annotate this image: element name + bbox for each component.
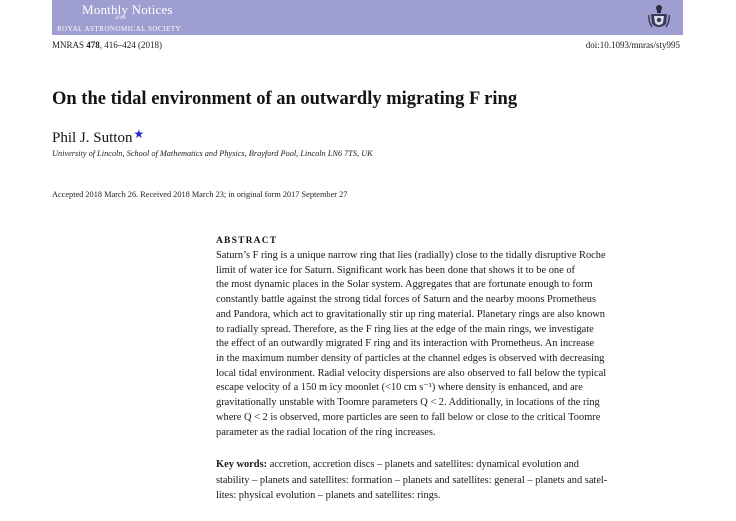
abstract-line: Saturn’s F ring is a unique narrow ring that lies (radially) close to the tidally disruptive Roche (216, 250, 606, 261)
keywords-text: accretion, accretion discs – planets and satellites: dynamical evolution and (269, 459, 580, 470)
abstract-line: parameter as the radial location of the ring increases. (216, 426, 436, 438)
abstract-body (216, 249, 678, 440)
pages: , 416–424 (2018) (99, 40, 163, 50)
doi: doi:10.1093/mnras/sty995 (585, 40, 680, 50)
abstract-line: escape velocity of a 150 m icy moonlet (<10 cm s⁻¹) where density is enhanced, and are (216, 382, 583, 394)
affiliation: University of Lincoln, School of Mathematics and Physics, Brayford Pool, Lincoln LN6 7TS, UK (52, 149, 373, 158)
abstract-heading: ABSTRACT (216, 236, 278, 246)
author-footnote-mark[interactable]: ★ (133, 127, 145, 141)
keywords-first-line (216, 457, 678, 473)
publication-dates: Accepted 2018 March 26. Received 2018 March 23; in original form 2017 September 27 (52, 190, 348, 199)
abstract-line: to radially spread. Therefore, as the F ring lies at the edge of the main rings, we investigate (216, 323, 594, 335)
author-name: Phil J. Sutton (52, 130, 133, 146)
paper-title: On the tidal environment of an outwardly migrating F ring (52, 89, 518, 109)
journal-of-text: of the (115, 16, 127, 21)
abstract-line: constantly battle against the strong tidal forces of Saturn and the nearby moons Prometheus (216, 294, 597, 306)
author-line (52, 127, 144, 147)
keywords-label: Key words: (216, 459, 268, 470)
royal-astronomical-society-crest-icon (648, 3, 670, 31)
keywords (216, 457, 678, 504)
abstract-line: in the maximum number density of particles at the channel edges is observed with decreasing (216, 353, 605, 365)
citation (52, 40, 162, 50)
abstract-line: and Pandora, which act to gravitationally stir up ring material. Planetary rings are also known (216, 308, 605, 320)
abstract-line: the most dynamic places in the Solar system. Aggregates that are fortunate enough to form (216, 279, 593, 291)
keywords-line: lites: physical evolution – planets and satellites: rings. (216, 490, 441, 501)
journal-society-name: ROYAL ASTRONOMICAL SOCIETY (57, 25, 182, 33)
journal-abbrev: MNRAS (52, 40, 85, 50)
abstract-line: where Q < 2 is observed, more particles are seen to fall below or close to the critical Toomre (216, 411, 601, 423)
abstract-line: the effect of an outwardly migrated F ring and its interaction with Prometheus. An increase (216, 338, 595, 350)
keywords-line: stability – planets and satellites: formation – planets and satellites: general – planets and satel- (216, 474, 608, 486)
volume: 478 (86, 40, 100, 50)
journal-name: Monthly Notices (82, 2, 173, 17)
abstract-line: limit of water ice for Saturn. Significant work has been done that shows it to be one of (216, 264, 575, 276)
abstract-line: local tidal environment. Radial velocity dispersions are also observed to fall below the typical (216, 367, 607, 379)
abstract-line: gravitationally unstable with Toomre parameters Q < 2. Additionally, in locations of the ring (216, 397, 600, 409)
